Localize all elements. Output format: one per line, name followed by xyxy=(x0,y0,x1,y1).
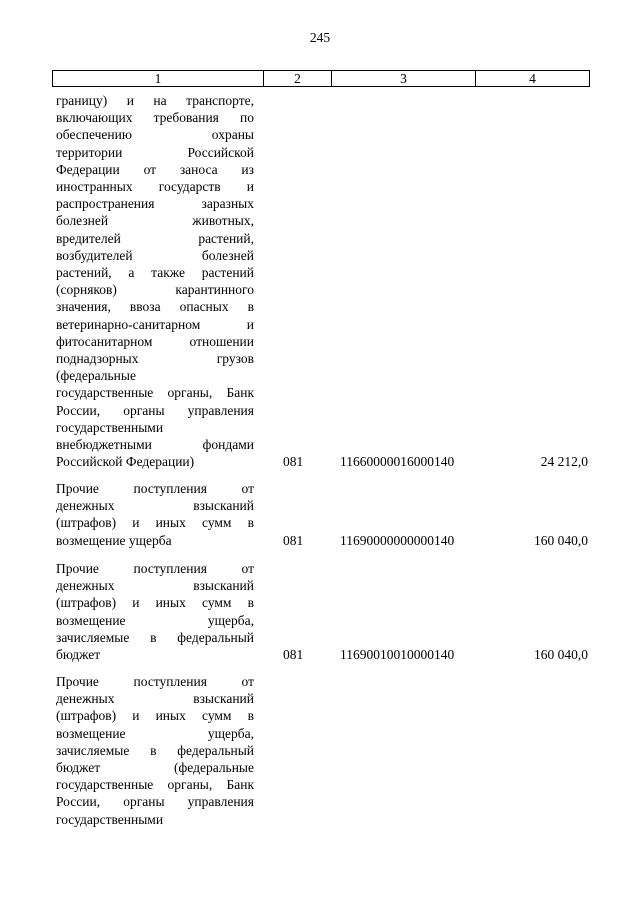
row-admin-code: 081 xyxy=(283,454,304,470)
row-description xyxy=(56,92,254,470)
description-line: России, органы управления xyxy=(56,402,254,418)
description-line: территории Российской xyxy=(56,144,254,160)
page-number: 245 xyxy=(309,30,331,45)
description-line: государственными xyxy=(56,811,164,827)
row-amount: 160 040,0 xyxy=(534,647,588,662)
description-line: обеспечению охраны xyxy=(56,127,254,143)
description-line: Прочие поступления от xyxy=(56,481,254,496)
table-header xyxy=(52,70,590,87)
description-line: Федерации от заноса из xyxy=(56,161,254,177)
description-line: Прочие поступления от xyxy=(56,561,254,576)
description-line: включающих требования по xyxy=(56,110,254,126)
description-line: бюджет (федеральные xyxy=(56,760,254,776)
description-line: Российской Федерации) xyxy=(56,454,195,470)
header-col-3: 3 xyxy=(332,71,476,86)
description-line: иностранных государств и xyxy=(56,179,254,195)
row-description xyxy=(56,480,254,549)
row-description xyxy=(56,560,254,663)
description-line: зачисляемые в федеральный xyxy=(56,629,254,645)
row-classification-code: 11690010010000140 xyxy=(340,647,455,662)
row-description xyxy=(56,673,254,828)
description-line: государственные органы, Банк xyxy=(56,777,254,793)
row-amount: 160 040,0 xyxy=(534,532,588,548)
description-line: возбудителей болезней xyxy=(56,247,254,263)
description-line: внебюджетными фондами xyxy=(56,437,254,453)
row-classification-code: 11660000016000140 xyxy=(340,454,455,470)
description-line: денежных взысканий xyxy=(56,578,254,594)
description-line: зачисляемые в федеральный xyxy=(56,742,254,758)
description-line: поднадзорных грузов xyxy=(56,351,254,367)
description-line: вредителей растений, xyxy=(56,230,254,246)
description-line: границу) и на транспорте, xyxy=(56,93,254,108)
row-admin-code: 081 xyxy=(283,647,304,662)
description-line: ветеринарно-санитарном и xyxy=(56,316,254,332)
description-line: болезней животных, xyxy=(56,213,254,229)
description-line: денежных взысканий xyxy=(56,691,254,707)
description-line: значения, ввоза опасных в xyxy=(56,299,254,315)
description-line: распространения заразных xyxy=(56,196,254,212)
description-line: возмещение ущерба, xyxy=(56,725,254,741)
header-col-4: 4 xyxy=(529,71,536,86)
description-line: России, органы управления xyxy=(56,794,254,810)
description-line: (штрафов) и иных сумм в xyxy=(56,708,254,724)
description-line: (штрафов) и иных сумм в xyxy=(56,515,254,531)
row-amount: 24 212,0 xyxy=(540,454,588,470)
description-line: денежных взысканий xyxy=(56,498,254,514)
description-line: (федеральные xyxy=(56,368,136,384)
description-line: государственные органы, Банк xyxy=(56,385,254,401)
description-line: Прочие поступления от xyxy=(56,674,254,689)
description-line: растений, а также растений xyxy=(56,265,254,281)
description-line: фитосанитарном отношении xyxy=(56,333,254,349)
row-classification-code: 11690000000000140 xyxy=(340,532,455,548)
description-line: (сорняков) карантинного xyxy=(56,282,254,298)
row-admin-code: 081 xyxy=(283,532,304,548)
description-line: (штрафов) и иных сумм в xyxy=(56,595,254,611)
description-line: возмещение ущерба, xyxy=(56,612,254,628)
header-col-1: 1 xyxy=(53,71,264,86)
description-line: возмещение ущерба xyxy=(56,532,172,548)
description-line: бюджет xyxy=(56,647,101,663)
description-line: государственными xyxy=(56,419,164,435)
header-col-2: 2 xyxy=(264,71,332,86)
